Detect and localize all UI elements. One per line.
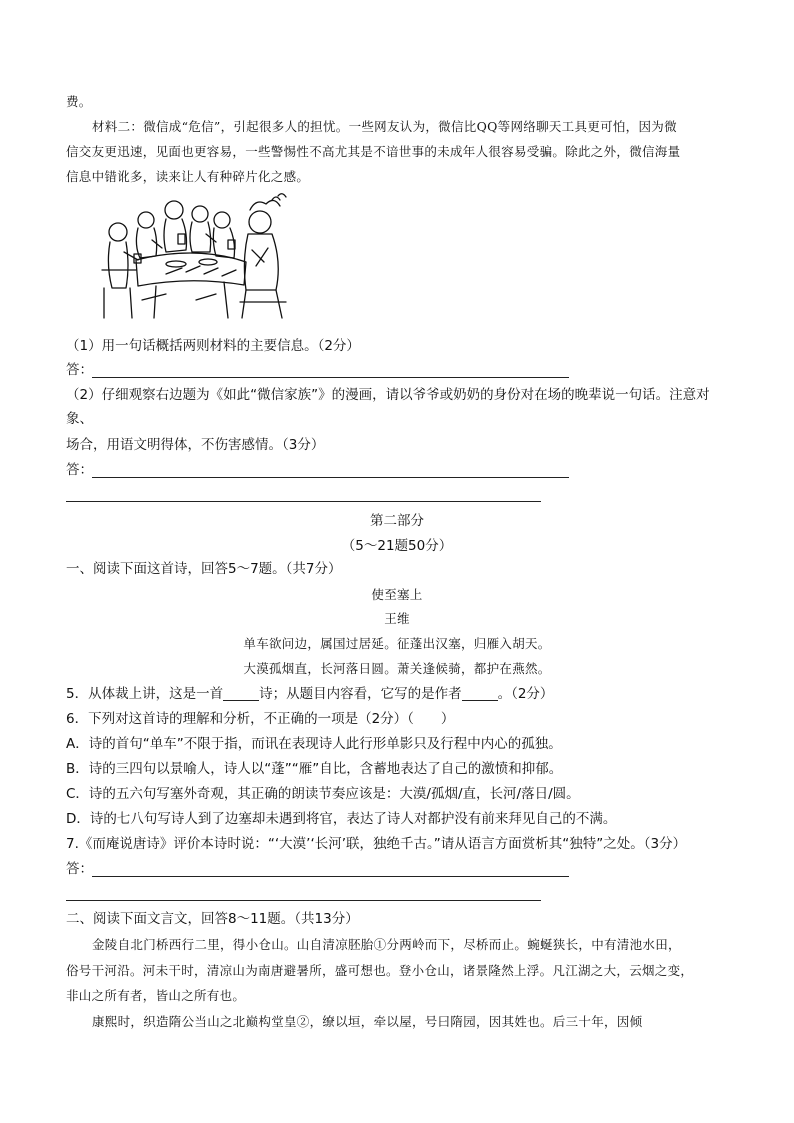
question-5-part-a: 5．从体裁上讲，这是一首 xyxy=(66,686,224,702)
question-7: 7.《而庵说唐诗》评价本诗时说：“‘大漠’‘长河’联，独绝千古。”请从语言方面赏析其“独特”之处。（3分） xyxy=(66,836,687,852)
option-c: C．诗的五六句写塞外奇观，其正确的朗读节奏应该是：大漠/孤烟/直，长河/落日/圆。 xyxy=(66,786,580,802)
answer-line[interactable] xyxy=(92,876,569,877)
material2-line3: 信息中错讹多，读来让人有种碎片化之感。 xyxy=(66,169,310,184)
fill-blank[interactable] xyxy=(223,686,259,701)
question-7-answer-label: 答： xyxy=(66,861,93,877)
wechat-family-cartoon xyxy=(96,190,292,320)
fill-blank[interactable] xyxy=(462,686,498,701)
classical-text-line1: 金陵自北门桥西行二里，得小仓山。山自清凉胚胎①分两岭而下，尽桥而止。蜿蜒狭长，中有清池水田， xyxy=(92,937,681,952)
question-2-line1: （2）仔细观察右边题为《如此“微信家族”》的漫画，请以爷爷或奶奶的身份对在场的晚辈说一句话。注意对 xyxy=(66,387,710,403)
option-a: A．诗的首句“单车”不限于指，而讯在表现诗人此行形单影只及行程中内心的孤独。 xyxy=(66,736,562,752)
question-2-answer-label: 答： xyxy=(66,462,93,478)
poem-line-1: 单车欲问边，属国过居延。征蓬出汉塞，归雁入胡天。 xyxy=(243,636,551,651)
material2-line1: 材料二：微信成“危信”，引起很多人的担忧。一些网友认为，微信比QQ等网络聊天工具更可怕，因为微 xyxy=(92,119,677,134)
question-2-line3: 场合，用语文明得体，不伤害感情。（3分） xyxy=(66,437,325,453)
answer-line[interactable] xyxy=(92,477,569,478)
question-5-part-b: 诗；从题目内容看，它写的是作者 xyxy=(259,686,462,702)
fragment-text: 费。 xyxy=(66,94,92,109)
part2-title: 第二部分 xyxy=(370,513,424,529)
section2-heading: 二、阅读下面文言文，回答8～11题。（共13分） xyxy=(66,911,359,927)
part2-subtitle: （5～21题50分） xyxy=(341,538,453,554)
poem-line-2: 大漠孤烟直，长河落日圆。萧关逢候骑，都护在燕然。 xyxy=(243,661,551,676)
material2-line2: 信交友更迅速，见面也更容易，一些警惕性不高尤其是不谙世事的未成年人很容易受骗。除此之外，微信海量 xyxy=(66,144,681,159)
section1-heading: 一、阅读下面这首诗，回答5～7题。（共7分） xyxy=(66,561,342,577)
classical-text-line2: 俗号干河沿。河未干时，清凉山为南唐避暑所，盛可想也。登小仓山，诸景隆然上浮。凡江湖之大，云烟之变， xyxy=(66,963,694,978)
answer-line[interactable] xyxy=(92,377,569,378)
question-6: 6．下列对这首诗的理解和分析，不正确的一项是（2分）（ ） xyxy=(66,711,455,727)
question-1-answer-label: 答： xyxy=(66,362,93,378)
answer-line[interactable] xyxy=(66,900,541,901)
poem-author: 王维 xyxy=(384,611,410,626)
question-2-line2: 象、 xyxy=(66,411,93,427)
option-b: B．诗的三四句以景喻人，诗人以“蓬”“雁”自比，含蓄地表达了自己的激愤和抑郁。 xyxy=(66,761,563,777)
question-5 xyxy=(66,685,553,703)
classical-text-line3: 非山之所有者，皆山之所有也。 xyxy=(66,988,246,1003)
answer-line[interactable] xyxy=(66,501,541,502)
classical-text-line4: 康熙时，织造隋公当山之北巅构堂皇②，缭以垣，牵以屋，号曰隋园，因其姓也。后三十年，因倾 xyxy=(92,1014,643,1029)
option-d: D．诗的七八句写诗人到了边塞却未遇到将官，表达了诗人对都护没有前来拜见自己的不满。 xyxy=(66,811,617,827)
question-1-text: （1）用一句话概括两则材料的主要信息。（2分） xyxy=(66,338,360,354)
poem-title: 使至塞上 xyxy=(371,587,423,602)
question-5-part-c: 。（2分） xyxy=(497,686,554,702)
